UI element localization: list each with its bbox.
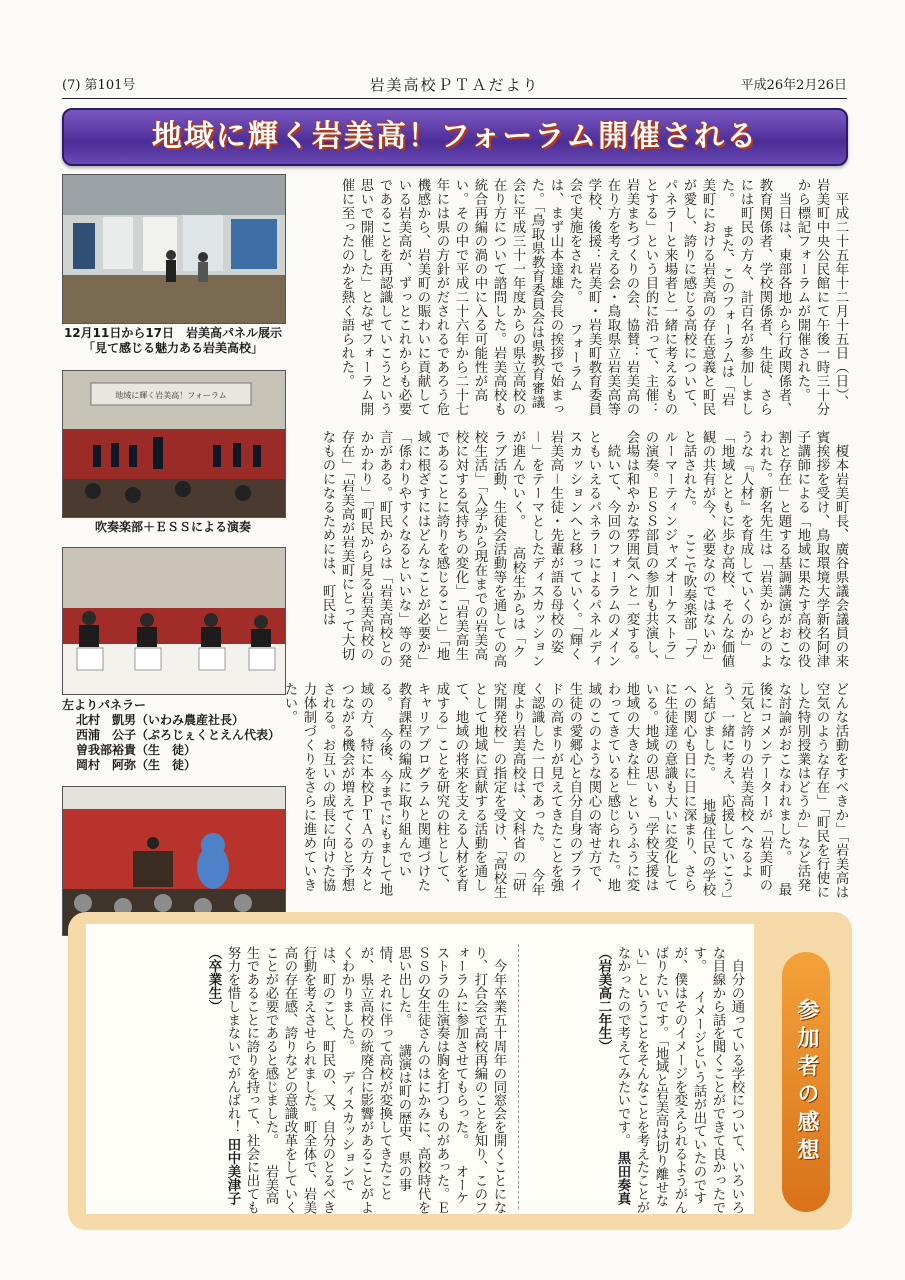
article-title: 地域に輝く岩美高！フォーラム開催される [151, 119, 759, 154]
newsletter-title: 岩美高校ＰＴＡだより [369, 76, 540, 94]
impressions-badge: 参加者の感想 [782, 952, 830, 1212]
impression-1 [526, 946, 746, 1216]
photo-panelists [62, 547, 286, 695]
caption-line: 左よりパネラー [62, 698, 147, 712]
caption-panel-exhibition [62, 326, 284, 356]
impression-author: 田中美津子（卒業生） [206, 946, 240, 1205]
article-column-3: どんな活動をすべきか」「岩美高は空気のような存在」「町民を行使にした特別授業はどうか」など活発な討論がおこなわれました。 最後にコメンテーターが「岩美町の元気と誇りの岩美高校へなるよう、一緒に考え、応援していこう」と結びました。 地域住民の学校への関心も日に日に深まり、さらに生徒達の意識も大いに変化している。地域の思いも「学校支援は地域の大きな柱」というふうに変わってきていると感じられた。地域のこのような関心の寄せ方で、生徒の愛郷心と自分自身のプライドの高まりが見えてきたことを強く認識した一日であった。 今年度より岩美高校は、文科省の「研究開発校」の指定を受け、「高校生として地域に貢献する活動を通して、地域の将来を支える人材を育成する」ことを研究の柱として、キャリアプログラムと関連づけた教育課程の編成に取り組んでいる。 今後、今までにもまして地域の方、特に本校ＰＴＡの方々とつながる機会が増えてくると予想される。お互いの成長に向けた協力体制づくりをさらに進めていきたい。 [282, 682, 848, 900]
stage-banner-text: 地域に輝く岩美高！フォーラム [115, 391, 227, 400]
issue-number: (7) 第101号 [62, 78, 136, 93]
photo-band-performance [62, 370, 286, 518]
impression-divider [518, 944, 519, 1209]
impression-text: 今年卒業五十周年の同窓会を開くことになり、打合会で高校再編のことを知り、このフォーラムに参加させてもらった。 オーケストラの生演奏は胸を打つものがあった。ＥＳＳの女生徒さんのはにかみに、高校時代を思い出した。 講演は町の歴史、県の事情、それに伴って高校が変換してきたことが、県立高校の統廃合に影響があることがよくわかりました。 ディスカッションでは、町のこと、町民の、又、自分のとるべき行動を考えさせられました。町全体で、岩美高の存在感、誇りなどの意識改革をしていくことが必要であると感じました。 岩美高生であることに誇りを持って、社会に出ても努力を惜しまないでがんばれ！ [225, 946, 506, 1214]
caption-line: 12月11日から17日 岩美高パネル展示 [63, 326, 283, 340]
panelist-item: 曽我部裕貴（生 徒） [76, 743, 197, 757]
impressions-box [68, 912, 852, 1230]
panelist-item: 西浦 公子（ぷろじぇくとえん代表） [76, 728, 281, 742]
caption-panelists [62, 698, 284, 773]
impressions-inner [86, 924, 754, 1214]
article-column-2: 榎本岩美町長、廣谷県議会議員の来賓挨拶を受け、鳥取環境大学新名阿津子講師による「地域に果たす高校の役割と存在」と題する基調講演がおこなわれた。新名先生は「岩美からどのような『人材』を育成していくのか」「地域とともに歩む高校、そんな価値観の共有が今、必要なのではないか」と話された。 ここで吹奏楽部「ブルーマーティンジャズオーケストラ」の演奏。ＥＳＳ部員の参加も共演し、会場は和やかな雰囲気へと一変する。 続いて、今回のフォーラムのメインともいえるパネラーによるパネルディスカッションへと移っていく。「輝く岩美高－生徒・先輩が語る母校の姿－」をテーマとしたディスカッションが進んでいく。 高校生からは「クラブ活動、生徒会活動等を通しての高校生活」「入学から現在までの岩美高校に対する気持ちの変化」「岩美高生であることに誇りを感じること」「地域に根ざすにはどんなことが必要か」「係わりやすくなるといいな」等の発言がある。町民からは「岩美高校とのかかわり」「町民から見る岩美高校の存在」「岩美高が岩美町にとって大切なものになるためには、町民は [320, 430, 848, 668]
article-column-1: 平成二十五年十二月十五日（日）、岩美町中央公民館にて午後一時三十分から標記フォーラムが開催された。 当日は、東部各地から行政関係者、教育関係者、学校関係者、生徒、さらには町民の方々、計百名が参加しました。 また、このフォーラムは「岩美町における岩美高の存在意義と町民が愛し、誇りに感じる高校について、パネラーと来場者と一緒に考えるものとする」という目的に沿って、主催：岩美まちづくりの会、協賛：岩美高の在り方を考える会・鳥取県立岩美高等学校、後援：岩美町・岩美町教育委員会で実施をされた。 フォーラムは、まず山本達雄会長の挨拶で始まった。「鳥取県教育委員会は県教育審議会に平成三十一年度からの県立高校の在り方について諮問した。岩美高校も統合再編の渦の中に入る可能性が高い。その中で平成二十六年から二十七年には県の方針がだされるであろう危機感から、岩美町の賑わいに貢献している岩美高が、ずっとこれからも必要であることを再認識していこうという思いで開催した」となぜフォーラム開催に至ったのかを熱く語られた。 [339, 178, 848, 416]
panelist-list [62, 713, 284, 773]
panelist-item: 岡村 阿弥（生 徒） [76, 758, 197, 772]
impression-2 [96, 946, 508, 1216]
impression-author: 黒田奏真（岩美高二年生） [596, 946, 630, 1205]
page-header [62, 68, 847, 99]
article-banner [62, 108, 848, 166]
photo-panel-exhibition [62, 174, 286, 324]
caption-line: 「見て感じる魅力ある岩美高校」 [82, 341, 263, 355]
issue-date: 平成26年2月26日 [740, 78, 847, 93]
panelist-item: 北村 凱男（いわみ農産社長） [76, 713, 245, 727]
impression-text: 自分の通っている学校について、いろいろな目線から話を聞くことができて良かったです。 イメージという話が出ていたのですが、僕はそのイメージを変えられるようがんばりたいです。「地域と岩美高は切り離せない」ということをそんなことを考えたことがなかったので考えてみたいです。 [615, 946, 744, 1214]
caption-band-performance: 吹奏楽部＋ＥＳＳによる演奏 [94, 520, 251, 534]
